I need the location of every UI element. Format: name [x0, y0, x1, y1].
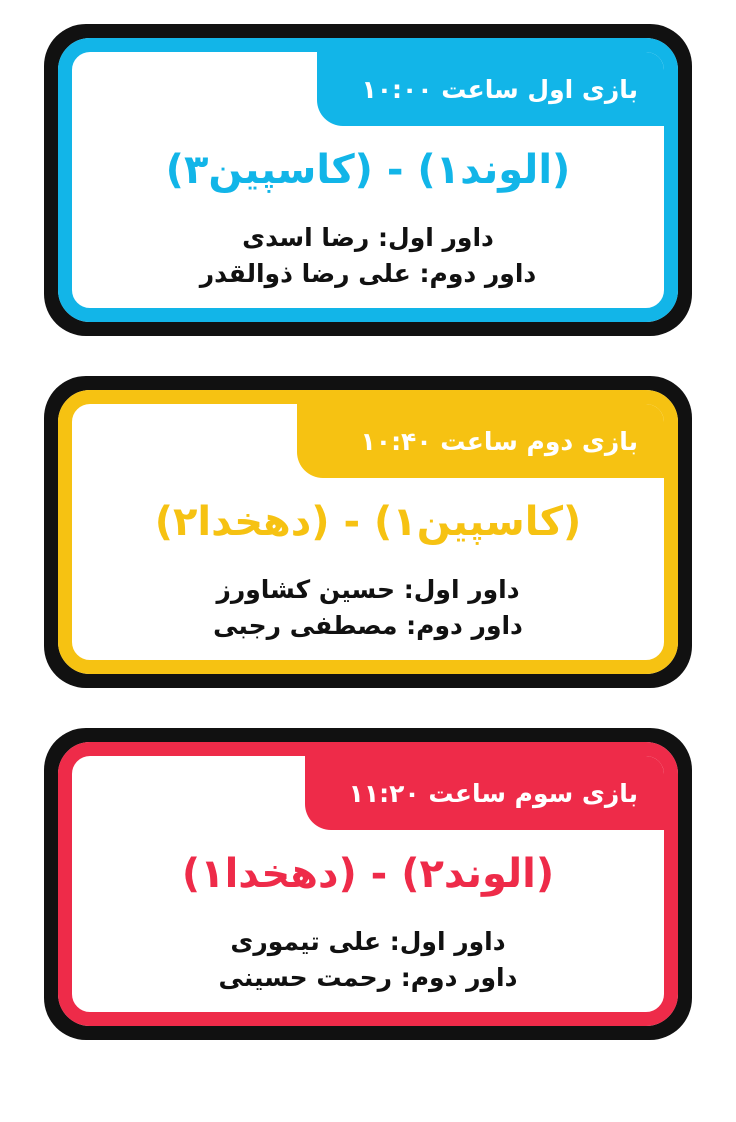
referee-first: داور اول: علی تیموری	[230, 927, 506, 956]
match-time-banner: بازی دوم ساعت ۱۰:۴۰	[297, 404, 664, 478]
match-time-banner: بازی سوم ساعت ۱۱:۲۰	[305, 756, 664, 830]
referee-second: داور دوم: رحمت حسینی	[218, 963, 518, 993]
referee-first: داور اول: رضا اسدی	[242, 223, 494, 252]
match-time-banner: بازی اول ساعت ۱۰:۰۰	[317, 52, 664, 126]
match-referees	[72, 220, 664, 293]
match-referees	[72, 572, 664, 645]
match-card-sheet	[72, 404, 664, 660]
referee-first: داور اول: حسین کشاورز	[216, 575, 520, 604]
referee-second: داور دوم: علی رضا ذوالقدر	[199, 259, 537, 289]
match-card-inner	[58, 390, 678, 674]
match-card-sheet	[72, 52, 664, 308]
match-title: (الوند۱) - (کاسپین۳)	[165, 147, 571, 193]
referee-second: داور دوم: مصطفی رجبی	[213, 611, 523, 641]
match-title: (کاسپین۱) - (دهخدا۲)	[154, 499, 582, 545]
match-card	[44, 728, 692, 1040]
match-card-sheet	[72, 756, 664, 1012]
match-card	[44, 376, 692, 688]
match-card-inner	[58, 38, 678, 322]
match-referees	[72, 924, 664, 997]
match-card	[44, 24, 692, 336]
match-card-inner	[58, 742, 678, 1026]
match-title: (الوند۲) - (دهخدا۱)	[181, 851, 555, 897]
